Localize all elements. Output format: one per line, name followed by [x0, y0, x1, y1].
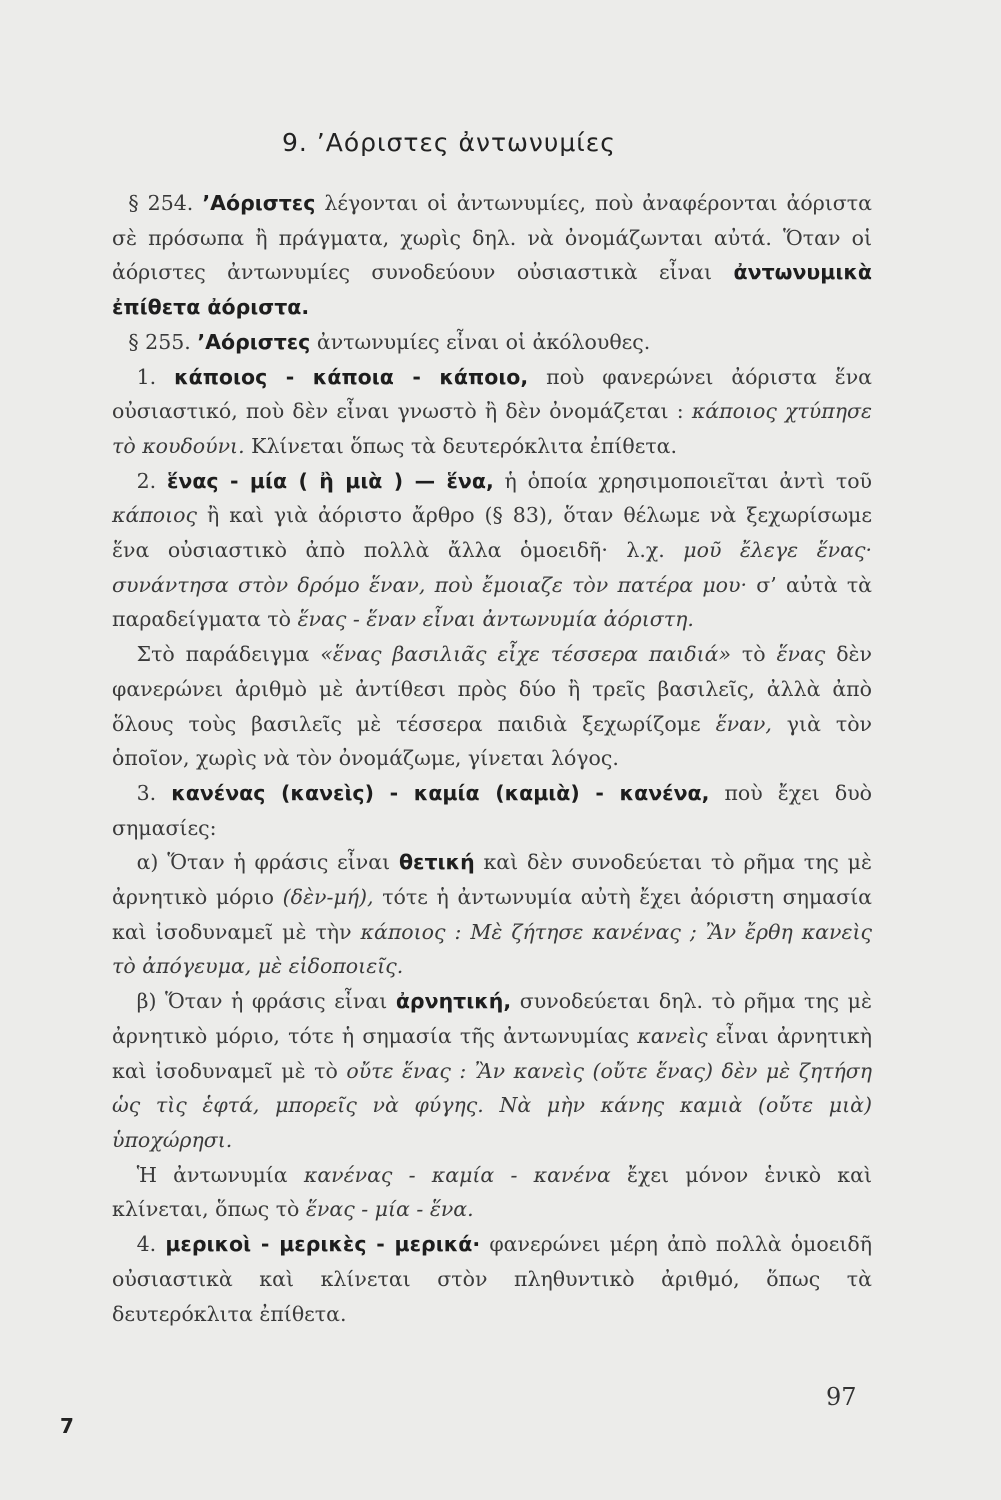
signature-mark: 7 [60, 1414, 74, 1438]
item-number: 1. [136, 364, 175, 389]
term-kanenas: κανένας (κανεὶς) - καμία (καμιὰ) - κανένα, [171, 780, 710, 805]
paragraph-text: ἔχει μόνον ἑνικὸ καὶ κλίνεται, ὅπως τὸ [112, 1162, 872, 1222]
item-3 [112, 776, 872, 845]
paragraph-text: ἢ καὶ γιὰ ἀόριστο ἄρθρο (§ 83), ὅταν θέλωμε νὰ ξεχωρίσωμε ἕνα οὐσιαστικὸ ἀπὸ πολλὰ ἄλλα ὁμοειδῆ· λ.χ. [112, 503, 872, 563]
paragraph-text: Ἡ ἀντωνυμία [136, 1162, 304, 1187]
example-text: κάποιος χτύπησε τὸ κουδούνι. [112, 399, 872, 458]
term-kapoios: κάποιος - κάποια - κάποιο, [174, 364, 529, 389]
paragraph-text: εἶναι ἀρνητικὴ καὶ ἰσοδυναμεῖ μὲ τὸ [112, 1023, 872, 1083]
example-text: μοῦ ἔλεγε ἕνας· συνάντησα στὸν δρόμο ἕναν, ποὺ ἔμοιαζε τὸν πατέρα μου· [112, 538, 872, 597]
paragraph-text: Στὸ παράδειγμα [136, 642, 321, 667]
term-adjectives: ἀντωνυμικὰ ἐπίθετα ἀόριστα. [112, 260, 872, 320]
subitem-b [112, 984, 872, 1158]
term-indefinite: ’Αόριστες [202, 191, 316, 215]
paragraph-text: β) Ὅταν ἡ φράσις εἶναι [136, 989, 396, 1014]
paragraph-text: Κλίνεται ὅπως τὰ δευτερόκλιτα ἐπίθετα. [244, 433, 678, 458]
term-enas: ἕνας - μία ( ἢ μιὰ ) — ἕνα, [166, 468, 494, 493]
example-text: ἕνας [776, 642, 826, 667]
paragraph-text: ἀντωνυμίες εἶναι οἱ ἀκόλουθες. [310, 329, 651, 354]
body-text [112, 186, 872, 1331]
example-text: κάποιος : Μὲ ζήτησε κανένας ; Ἂν ἔρθη κανεὶς τὸ ἀπόγευμα, μὲ εἰδοποιεῖς. [112, 919, 872, 979]
paragraph-text: γιὰ τὸν ὁποῖον, χωρὶς νὰ τὸν ὀνομάζωμε, γίνεται λόγος. [112, 711, 873, 771]
item-1 [112, 360, 872, 464]
paragraph-text: ποὺ ἔχει δυὸ σημασίες: [112, 780, 873, 840]
paragraph-text: φανερώνει μέρη ἀπὸ πολλὰ ὁμοειδῆ οὐσιαστικὰ καὶ κλίνεται στὸν πληθυντικὸ ἀριθμό, ὅπως τὰ δευτερόκλιτα ἐπίθετα. [112, 1232, 873, 1326]
paragraph-text: τὸ [731, 642, 777, 667]
example-text: οὔτε ἕνας : Ἂν κανεὶς (οὔτε ἕνας) δὲν μὲ ζητήση ὡς τὶς ἑφτά, μπορεῖς νὰ φύγης. Νὰ μὴν κάνης καμιὰ (οὔτε μιὰ) ὑποχώρησι. [112, 1058, 873, 1152]
section-mark: § 255. [128, 329, 198, 354]
example-text: κανεὶς [637, 1023, 708, 1048]
term-negative: ἀρνητική, [395, 989, 512, 1014]
example-text: «ἕνας βασιλιᾶς εἶχε τέσσερα παιδιά» [320, 642, 732, 667]
paragraph-text: τότε ἡ ἀντωνυμία αὐτὴ ἔχει ἀόριστη σημασία καὶ ἰσοδυναμεῖ μὲ τὴν [112, 885, 872, 944]
subitem-a [112, 845, 872, 984]
paragraph-declension [112, 1158, 872, 1227]
example-text: (δὲν-μή), [282, 885, 374, 910]
paragraph-text: δὲν φανερώνει ἀριθμὸ μὲ ἀντίθεσι πρὸς δύο ἢ τρεῖς βασιλεῖς, ἀλλὰ ἀπὸ ὅλους τοὺς βασιλεῖς μὲ τέσσερα παιδιὰ ξεχωρίζομε [112, 642, 872, 736]
paragraph-text: λέγονται οἱ ἀντωνυμίες, ποὺ ἀναφέρονται ἀόριστα σὲ πρόσωπα ἢ πράγματα, χωρὶς δηλ. νὰ ὀνομάζωνται αὐτά. Ὅταν οἱ ἀόριστες ἀντωνυμίες συνοδεύουν οὐσιαστικὰ εἶναι [112, 191, 872, 285]
paragraph-254 [112, 186, 872, 325]
example-text: ἕναν, [715, 711, 772, 736]
section-mark: § 254. [128, 191, 203, 215]
term-positive: θετική [398, 850, 475, 875]
paragraph-text: ποὺ φανερώνει ἀόριστα ἕνα οὐσιαστικό, ποὺ δὲν εἶναι γνωστὸ ἢ δὲν ὀνομάζεται : [112, 364, 873, 424]
example-text: κανένας - καμία - κανένα [303, 1162, 611, 1187]
example-text: κάποιος [112, 503, 197, 528]
item-number: 2. [136, 468, 167, 493]
term-indefinite: ’Αόριστες [197, 329, 311, 354]
paragraph-text: σ’ αὐτὰ τὰ παραδείγματα τὸ [112, 572, 873, 632]
paragraph-255 [112, 325, 872, 360]
paragraph-example [112, 637, 872, 776]
item-4 [112, 1227, 872, 1331]
paragraph-text: ἡ ὁποία χρησιμοποιεῖται ἀντὶ τοῦ [493, 468, 873, 493]
term-merikoi: μερικοὶ - μερικὲς - μερικά· [165, 1232, 481, 1257]
page-number: 97 [826, 1383, 857, 1411]
item-2 [112, 464, 872, 638]
example-text: ἕνας - μία - ἕνα. [305, 1197, 474, 1222]
example-text: ἕνας - ἕναν εἶναι ἀντωνυμία ἀόριστη. [297, 607, 694, 632]
paragraph-text: καὶ δὲν συνοδεύεται τὸ ρῆμα της μὲ ἀρνητικὸ μόριο [112, 850, 872, 910]
paragraph-text: συνοδεύεται δηλ. τὸ ρῆμα της μὲ ἀρνητικὸ μόριο, τότε ἡ σημασία τῆς ἀντωνυμίας [112, 989, 872, 1048]
item-number: 4. [136, 1232, 166, 1257]
paragraph-text: α) Ὅταν ἡ φράσις εἶναι [136, 850, 399, 875]
section-heading: 9. ’Αόριστες ἀντωνυμίες [282, 128, 616, 157]
item-number: 3. [136, 780, 172, 805]
